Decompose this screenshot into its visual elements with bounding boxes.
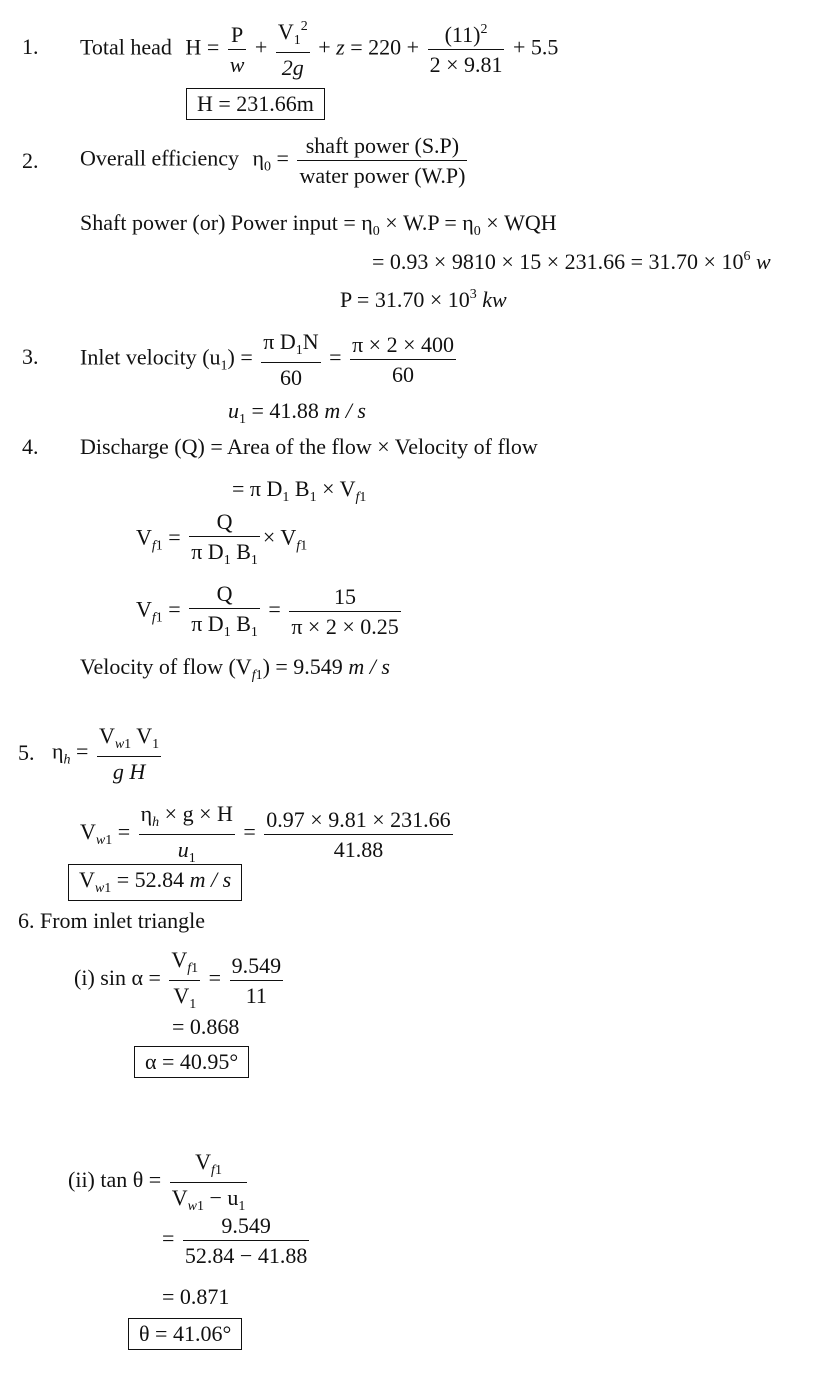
- step-5-eta-h: $\eta_h$ = $\frac{V_{w1} V_1}{\text{g H}}$: [52, 723, 160, 784]
- step-6-heading: 6. From inlet triangle: [18, 908, 205, 933]
- step-5-number: 5.: [18, 740, 35, 765]
- step-6-part-ii-equation: (ii) tan θ = $\frac{V_{f1}}{V_{w1} - u_1}$: [68, 1149, 246, 1214]
- step-1-result-box: H = 231.66m: [186, 88, 325, 120]
- step-4-result: Velocity of flow $(V_{f1}) = 9.549$ m / s: [80, 654, 390, 683]
- step-1-number: 1.: [22, 34, 39, 59]
- step-6-theta-result-box: θ = 41.06°: [128, 1318, 242, 1350]
- step-3-equation: Inlet velocity $(u_1)$ = $\frac{\pi D_1N}{60}$ = $\frac{\pi \times 2 \times 400}{60}$: [80, 329, 454, 390]
- step-2-number: 2.: [22, 148, 39, 173]
- step-6-part-ii-value: = 0.871: [162, 1284, 230, 1309]
- step-2-power-result: $P = 31.70 \times 10^3$ kw: [340, 287, 507, 312]
- step-6-part-i-equation: (i) sin α = $\frac{V_{f1}}{V_1}$ = $\frac{9.549}{11}$: [74, 947, 282, 1012]
- step-1-equation: Total head H = $\frac{P}{w}$ + $\frac{V_1^2}{2g}$ + z = 220 + $\frac{(11)^2}{2 \times 9.81}$ + 5.5: [80, 19, 559, 80]
- step-3-result: $u_1 = 41.88$ m / s: [228, 398, 366, 427]
- step-4-discharge-line: Discharge (Q) = Area of the flow × Velocity of flow: [80, 434, 538, 459]
- step-2-shaft-power-line: Shaft power (or) Power input = $\eta_0 \times W.P = \eta_0$ × WQH: [80, 210, 557, 239]
- step-1-label: Total head: [80, 34, 172, 60]
- step-2-calc-line: = $0.93 \times 9810 \times 15 \times 231.66 = 31.70 \times 10^6$ w: [372, 249, 771, 274]
- step-4-area-line: = π $D_1$ $B_1 \times V_{f1}$: [232, 476, 367, 505]
- step-6-alpha-result-box: α = 40.95°: [134, 1046, 249, 1078]
- step-2-equation: Overall efficiency $\eta_0$ = $\frac{\text{shaft power (S.P)}}{\text{water power (W.P)}}$: [80, 133, 466, 189]
- step-4-vf-expression: $V_{f1}$ = $\frac{Q}{\pi D_1 B_1}$ × $V_{f1}$: [136, 509, 308, 569]
- step-6-part-i-value: = 0.868: [172, 1014, 240, 1039]
- step-5-result-box: $V_{w1} = 52.84$ m / s: [68, 864, 242, 901]
- step-3-number: 3.: [22, 344, 39, 369]
- step-6-part-ii-substitution: = $\frac{9.549}{52.84 - 41.88}$: [162, 1213, 308, 1269]
- step-4-number: 4.: [22, 434, 39, 459]
- step-4-vf-substitution: $V_{f1}$ = $\frac{Q}{\pi D_1 B_1}$ = $\frac{15}{\pi \times 2 \times 0.25}$: [136, 581, 399, 641]
- step-5-vw1-expression: $V_{w1}$ = $\frac{\eta_h \times g \times H}{u_1}$ = $\frac{0.97 \times 9.81 \times 231.66}{41.88}$: [80, 801, 451, 866]
